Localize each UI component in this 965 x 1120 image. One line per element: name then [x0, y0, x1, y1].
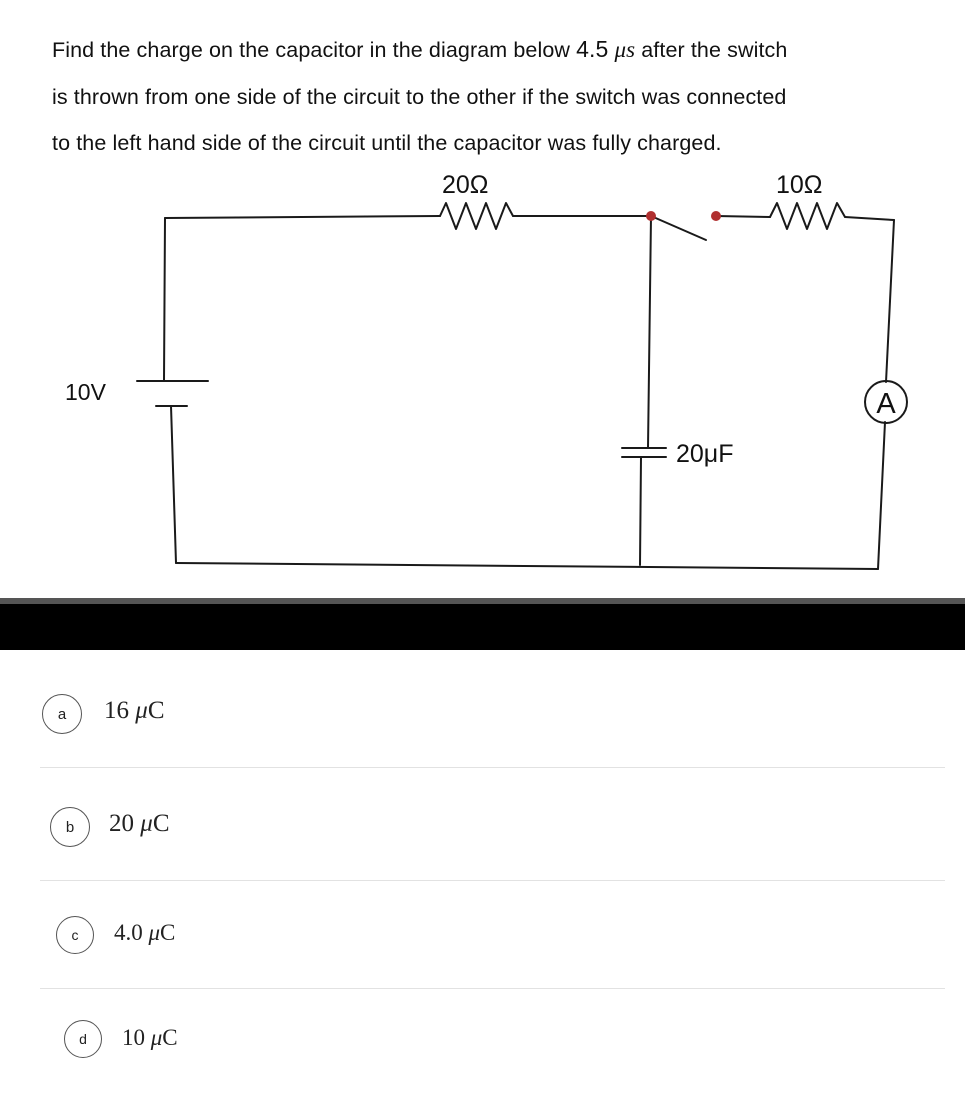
- option-b[interactable]: [0, 760, 965, 870]
- switch-right-contact: [711, 211, 721, 221]
- wire-left-lower: [171, 406, 176, 563]
- circuit-diagram: [0, 160, 965, 580]
- wire-middle-upper: [648, 216, 651, 448]
- time-unit: μs: [614, 37, 636, 62]
- question-text: [52, 26, 932, 167]
- option-d[interactable]: [0, 980, 965, 1090]
- wire-left-upper: [164, 218, 165, 381]
- option-b-radio[interactable]: b: [50, 807, 90, 847]
- option-b-value: 20 μC: [109, 810, 170, 837]
- wire-top-right: [845, 217, 894, 220]
- question-line-2: is thrown from one side of the circuit to the other if the switch was connected: [52, 84, 787, 109]
- battery-label: 10V: [65, 379, 106, 405]
- wire-right-upper: [886, 220, 894, 382]
- question-line-1: Find the charge on the capacitor in the diagram below 4.5 μs after the switch: [52, 36, 788, 62]
- ammeter-label: A: [876, 388, 896, 420]
- black-bar-edge: [0, 598, 965, 604]
- option-c-radio[interactable]: c: [56, 916, 94, 954]
- option-a-value: 16 μC: [104, 697, 165, 724]
- option-a-radio[interactable]: a: [42, 694, 82, 734]
- capacitor-label: 20μF: [676, 440, 734, 468]
- resistor-20-label: 20Ω: [442, 171, 489, 199]
- wire-bottom: [176, 563, 878, 569]
- resistor-20-ohm: [440, 203, 513, 229]
- time-value: 4.5: [576, 36, 609, 62]
- switch-pivot-contact: [646, 211, 656, 221]
- resistor-10-ohm: [770, 203, 845, 229]
- option-d-radio[interactable]: d: [64, 1020, 102, 1058]
- wire-right-lower: [878, 422, 885, 569]
- wire-middle-lower: [640, 457, 641, 565]
- option-c-value: 4.0 μC: [114, 920, 176, 945]
- answer-options: [0, 650, 965, 1120]
- wire-right-contact: [716, 216, 770, 217]
- wire-top-left: [165, 216, 440, 218]
- question-line-3: to the left hand side of the circuit until the capacitor was fully charged.: [52, 131, 722, 155]
- option-a[interactable]: [0, 650, 965, 760]
- option-d-value: 10 μC: [122, 1025, 178, 1050]
- resistor-10-label: 10Ω: [776, 171, 823, 199]
- switch-arm: [651, 216, 706, 240]
- black-bar: [0, 598, 965, 650]
- option-c[interactable]: [0, 870, 965, 980]
